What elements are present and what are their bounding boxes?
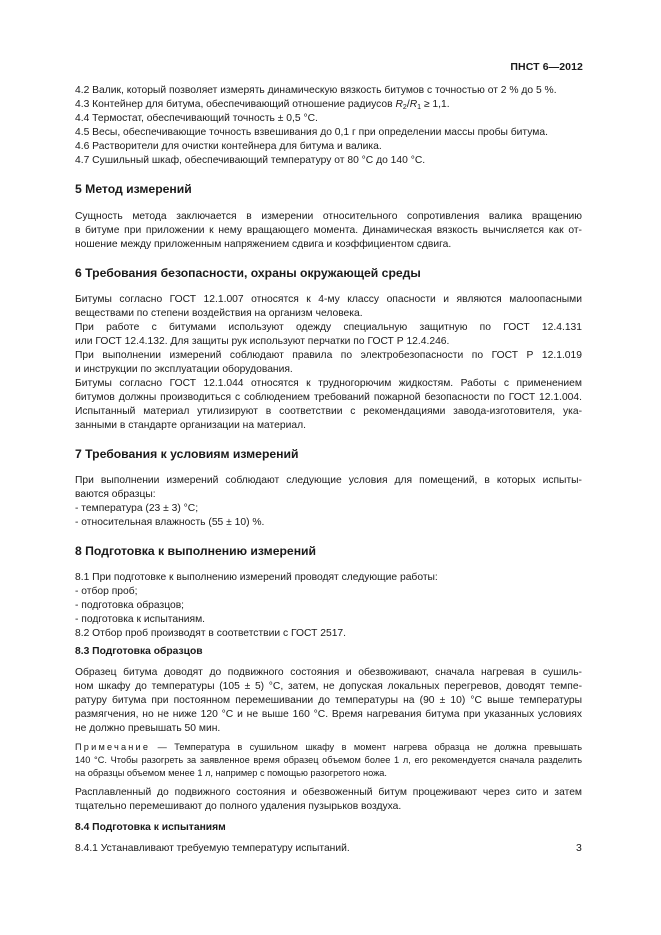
radius-r1-sub: 1: [417, 104, 422, 111]
s83-line-4: размягчения, но не ниже 120 °С и не выше 160 °С. Время нагревания битума при указанных условиях: [75, 709, 582, 720]
section-7-title: 7 Требования к условиям измерений: [75, 447, 299, 461]
s7-list-item-humidity: - относительная влажность (55 ± 10) %.: [75, 517, 265, 528]
item-8-1: 8.1 При подготовке к выполнению измерений проводят следующие работы:: [75, 572, 438, 583]
s8-list-item-samples: - подготовка образцов;: [75, 600, 185, 611]
document-number: ПНСТ 6—2012: [510, 61, 583, 73]
after-note-line-2: тщательно перемешивают до полного удаления пузырьков воздуха.: [75, 801, 402, 812]
section-7-body: [75, 474, 582, 530]
item-4-3-text: 4.3 Контейнер для битума, обеспечивающий отношение радиусов: [75, 99, 396, 110]
s6-line-2: веществами по степени воздействия на организм человека.: [75, 308, 363, 319]
item-4-6: 4.6 Растворители для очистки контейнера для битума и валика.: [75, 141, 382, 152]
section-5-body: [75, 210, 582, 252]
s83-line-1: Образец битума доводят до подвижного состояния и обезвоживают, сначала нагревая в сушиль-: [75, 667, 582, 678]
item-8-4-1: 8.4.1 Устанавливают требуемую температуру испытаний.: [75, 843, 350, 854]
s7-line-1: При выполнении измерений соблюдают следующие условия для помещений, в которых испыты-: [75, 475, 582, 486]
s83-line-5: не должно превышать 50 мин.: [75, 723, 221, 734]
page-number: 3: [576, 842, 582, 854]
s6-line-10: занными в стандарте организации на материал.: [75, 420, 306, 431]
s8-list-item-sampling: - отбор проб;: [75, 586, 138, 597]
item-8-2: 8.2 Отбор проб производят в соответствии с ГОСТ 2517.: [75, 628, 347, 639]
s6-line-4: или ГОСТ 12.4.132. Для защиты рук используют перчатки по ГОСТ Р 12.4.246.: [75, 336, 450, 347]
item-4-2: 4.2 Валик, который позволяет измерять динамическую вязкость битумов с точностью от 2 % до 5 %.: [75, 85, 557, 96]
radius-slash: /: [406, 99, 410, 110]
radius-r2-sub: 2: [402, 104, 407, 111]
section-6-body: [75, 293, 582, 433]
subsection-8-4-title: 8.4 Подготовка к испытаниям: [75, 822, 226, 833]
section-6-title: 6 Требования безопасности, охраны окружающей среды: [75, 266, 421, 280]
s7-list-item-temperature: - температура (23 ± 3) °С;: [75, 503, 199, 514]
s6-line-7: Битумы согласно ГОСТ 12.1.044 относятся к трудногорючим жидкостям. Работы с применением: [75, 378, 582, 389]
s7-line-2: ваются образцы:: [75, 489, 156, 500]
s6-line-8: битумов должны производиться с соблюдением требований пожарной безопасности по ГОСТ 12.1.004.: [75, 392, 582, 403]
subsection-8-4-body: [75, 842, 582, 856]
subsection-8-3-title: 8.3 Подготовка образцов: [75, 646, 203, 657]
note-block: [75, 741, 582, 780]
s6-line-3: При работе с битумами используют одежду специальную защитную по ГОСТ 12.4.131: [75, 322, 582, 333]
radius-r1: R: [409, 99, 418, 110]
item-4-4: 4.4 Термостат, обеспечивающий точность ± 0,5 °С.: [75, 113, 318, 124]
note-line-1-text: — Температура в сушильном шкафу в момент нагрева образца не должна превышать: [150, 742, 582, 752]
note-line-2: 140 °С. Чтобы разогреть за заявленное время образец объемом более 1 л, его рекомендуется сначала разделить: [75, 755, 582, 765]
s83-line-3: ратуру битума при постоянном перемешивании до температуры на (90 ± 10) °С выше температуры: [75, 695, 582, 706]
item-4-7: 4.7 Сушильный шкаф, обеспечивающий температуру от 80 °С до 140 °С.: [75, 155, 426, 166]
note-line-1: [75, 741, 582, 754]
item-4-3-suffix: ≥ 1,1.: [421, 99, 450, 110]
after-note-body: [75, 786, 582, 814]
s5-line-2: в битуме при приложении к нему вращающего момента. Динамическая вязкость вычисляется как от-: [75, 225, 582, 236]
item-4-3: [75, 98, 582, 112]
s5-line-1: Сущность метода заключается в измерении относительного сопротивления валика вращению: [75, 211, 582, 222]
s6-line-6: и инструкции по эксплуатации оборудования.: [75, 364, 293, 375]
s8-list-item-tests: - подготовка к испытаниям.: [75, 614, 206, 625]
section-4-list: [75, 84, 582, 168]
section-8-body: [75, 571, 582, 641]
note-line-3: на образцы объемом менее 1 л, например с помощью разогретого ножа.: [75, 768, 387, 778]
s6-line-9: Испытанный материал утилизируют в соответствии с рекомендациями завода-изготовителя, ука-: [75, 406, 582, 417]
subsection-8-3-body: [75, 666, 582, 736]
s6-line-1: Битумы согласно ГОСТ 12.1.007 относятся к 4-му классу опасности и являются малоопасными: [75, 294, 582, 305]
s6-line-5: При выполнении измерений соблюдают правила по электробезопасности по ГОСТ Р 12.1.019: [75, 350, 582, 361]
s5-line-3: ношение между приложенным напряжением сдвига и коэффициентом сдвига.: [75, 239, 452, 250]
s83-line-2: ном шкафу до температуры (105 ± 5) °С, затем, не допуская локальных перегревов, доводят темпе-: [75, 681, 582, 692]
section-8-title: 8 Подготовка к выполнению измерений: [75, 544, 317, 558]
radius-r2: R: [395, 99, 403, 110]
item-4-5: 4.5 Весы, обеспечивающие точность взвешивания до 0,1 г при определении массы пробы битума.: [75, 127, 548, 138]
page-content: [75, 84, 582, 856]
section-5-title: 5 Метод измерений: [75, 182, 192, 196]
after-note-line-1: Расплавленный до подвижного состояния и обезвоженный битум процеживают через сито и затем: [75, 787, 582, 798]
note-label: Примечание: [75, 742, 151, 752]
